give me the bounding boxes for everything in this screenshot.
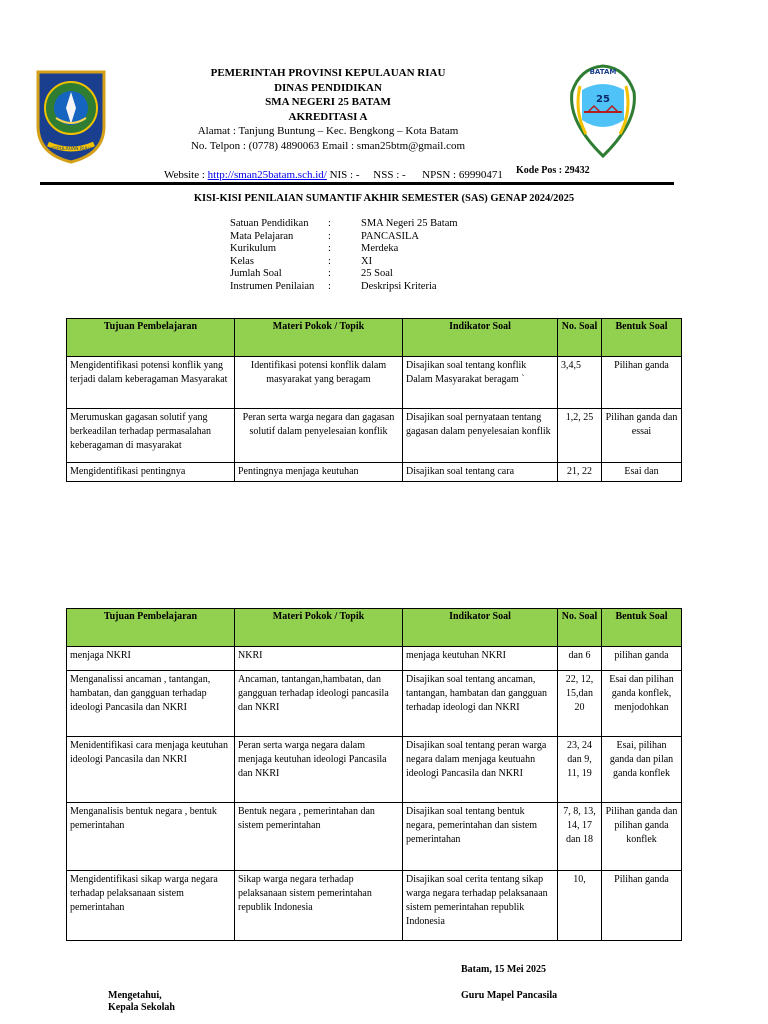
table-row (67, 409, 682, 463)
meta-sep: : (328, 255, 331, 267)
meta-row (230, 243, 458, 256)
table-cell: Sikap warga negara terhadap pelaksanaan sistem pemerintahan republik Indonesia (235, 871, 403, 941)
grid-table-1 (66, 318, 682, 482)
signature-left (108, 990, 175, 1014)
place-date: Batam, 15 Mei 2025 (461, 964, 546, 975)
column-header: Bentuk Soal (602, 609, 682, 647)
table-row (67, 357, 682, 409)
header-divider (40, 182, 674, 185)
table-cell: Peran serta warga negara dan gagasan solutif dalam penyelesaian konflik (235, 409, 403, 463)
meta-key: Jumlah Soal (230, 268, 282, 280)
column-header: Indikator Soal (403, 319, 558, 357)
table-cell: 10, (558, 871, 602, 941)
meta-row (230, 268, 458, 281)
signature-right: Guru Mapel Pancasila (461, 990, 558, 1001)
table-cell: Menganalissi ancaman , tantangan, hambatan, dan gangguan terhadap ideologi Pancasila dan NKRI (67, 671, 235, 737)
table-cell: Menganalisis bentuk negara , bentuk pemerintahan (67, 803, 235, 871)
column-header: Indikator Soal (403, 609, 558, 647)
table-header-row (67, 319, 682, 357)
table-cell: Merumuskan gagasan solutif yang berkeadilan terhadap permasalahan keberagaman di masyarakat (67, 409, 235, 463)
column-header: Tujuan Pembelajaran (67, 319, 235, 357)
header-address: Alamat : Tanjung Buntung – Kec. Bengkong – Kota Batam (197, 125, 459, 137)
table-cell: Disajikan soal cerita tentang sikap warga negara terhadap pelaksanaan sistem pemerintahan republik Indonesia (403, 871, 558, 941)
website-label: Website : (163, 168, 208, 181)
meta-value: 25 Soal (361, 268, 393, 280)
meta-value: Deskripsi Kriteria (361, 280, 437, 292)
column-header: Materi Pokok / Topik (235, 319, 403, 357)
table-cell: Pentingnya menjaga keutuhan (235, 463, 403, 482)
column-header: No. Soal (558, 319, 602, 357)
batam-logo-number: 25 (596, 94, 610, 105)
column-header: Materi Pokok / Topik (235, 609, 403, 647)
meta-key: Mata Pelajaran (230, 230, 294, 242)
meta-value: XI (361, 255, 373, 267)
table-cell: Mengidentifikasi sikap warga negara terhadap pelaksanaan sistem pemerintahan (67, 871, 235, 941)
meta-sep: : (328, 218, 331, 229)
table-row (67, 671, 682, 737)
column-header: Bentuk Soal (602, 319, 682, 357)
table-cell: Disajikan soal tentang konflik Dalam Masyarakat beragam ` (403, 357, 558, 409)
document-title: KISI-KISI PENILAIAN SUMANTIF AKHIR SEMESTER (SAS) GENAP 2024/2025 (193, 193, 575, 204)
table-row (67, 737, 682, 803)
meta-sep: : (328, 230, 331, 242)
header-line-4: AKREDITASI A (288, 110, 368, 123)
table-cell: Mengidentifikasi pentingnya (67, 463, 235, 482)
table-cell: Bentuk negara , pemerintahan dan sistem pemerintahan (235, 803, 403, 871)
meta-key: Kelas (230, 255, 254, 267)
meta-key: Instrumen Penilaian (230, 280, 315, 292)
header-line-3: SMA NEGERI 25 BATAM (265, 96, 391, 108)
grid-table-2 (66, 608, 682, 941)
table-row (67, 803, 682, 871)
batam-logo-text: BATAM (589, 68, 617, 76)
meta-row (230, 256, 458, 269)
province-logo (34, 66, 108, 164)
table-row (67, 647, 682, 671)
meta-row (230, 281, 458, 294)
table-cell: Disajikan soal pernyataan tentang gagasan dalam penyelesaian konflik (403, 409, 558, 463)
header-ids: NIS : - NSS : - NPSN : 69990471 (326, 168, 503, 181)
header-line-1: PEMERINTAH PROVINSI KEPULAUAN RIAU (210, 67, 446, 79)
table-cell: Pilihan ganda (602, 871, 682, 941)
meta-value: Merdeka (361, 243, 399, 255)
table-cell: 22, 12, 15,dan 20 (558, 671, 602, 737)
signature-left-line-1: Mengetahui, (108, 990, 162, 1001)
table-cell: Disajikan soal tentang ancaman, tantangan, hambatan dan gangguan terhadap ideologi dan NKRI (403, 671, 558, 737)
table-cell: Pilihan ganda (602, 357, 682, 409)
table-cell: NKRI (235, 647, 403, 671)
table-row (67, 463, 682, 482)
table-cell: Identifikasi potensi konflik dalam masyarakat yang beragam (235, 357, 403, 409)
letterhead (140, 66, 516, 197)
batam-logo (566, 62, 640, 160)
table-cell: Pilihan ganda dan pilihan ganda konflek (602, 803, 682, 871)
table-cell: 1,2, 25 (558, 409, 602, 463)
table-cell: Mengidentifikasi potensi konflik yang terjadi dalam keberagaman Masyarakat (67, 357, 235, 409)
header-line-2: DINAS PENDIDIKAN (274, 81, 382, 94)
table-cell: Ancaman, tantangan,hambatan, dan gangguan terhadap ideologi pancasila dan NKRI (235, 671, 403, 737)
table-cell: Disajikan soal tentang cara (403, 463, 558, 482)
table-cell: Menidentifikasi cara menjaga keutuhan ideologi Pancasila dan NKRI (67, 737, 235, 803)
table-cell: Esai, pilihan ganda dan pilan ganda konflek (602, 737, 682, 803)
document-meta (230, 218, 458, 294)
meta-sep: : (328, 280, 331, 292)
column-header: No. Soal (558, 609, 602, 647)
meta-row (230, 218, 458, 231)
table-cell: 21, 22 (558, 463, 602, 482)
column-header: Tujuan Pembelajaran (67, 609, 235, 647)
table-cell: menjaga keutuhan NKRI (403, 647, 558, 671)
meta-key: Satuan Pendidikan (230, 218, 309, 229)
table-cell: menjaga NKRI (67, 647, 235, 671)
meta-sep: : (328, 243, 331, 255)
signature-left-line-2: Kepala Sekolah (108, 1002, 175, 1013)
table-cell: dan 6 (558, 647, 602, 671)
table-cell: Pilihan ganda dan essai (602, 409, 682, 463)
table-cell: pilihan ganda (602, 647, 682, 671)
province-logo-text: KEPULAUAN RIAU (51, 147, 91, 152)
meta-value: PANCASILA (361, 230, 419, 242)
header-website-line (140, 153, 516, 197)
table-cell: 7, 8, 13, 14, 17 dan 18 (558, 803, 602, 871)
table-cell: 23, 24 dan 9, 11, 19 (558, 737, 602, 803)
meta-value: SMA Negeri 25 Batam (361, 218, 458, 229)
table-cell: Disajikan soal tentang bentuk negara, pemerintahan dan sistem pemerintahan (403, 803, 558, 871)
website-link[interactable]: http://sman25batam.sch.id/ (207, 168, 327, 181)
table-cell: 3,4,5 (558, 357, 602, 409)
header-phone: No. Telpon : (0778) 4890063 Email : sman25btm@gmail.com (190, 139, 466, 152)
postal-code: Kode Pos : 29432 (516, 165, 590, 176)
meta-row (230, 231, 458, 244)
table-cell: Esai dan pilihan ganda konflek, menjodohkan (602, 671, 682, 737)
meta-sep: : (328, 268, 331, 280)
table-header-row (67, 609, 682, 647)
meta-key: Kurikulum (230, 243, 277, 255)
table-cell: Peran serta warga negara dalam menjaga keutuhan ideologi Pancasila dan NKRI (235, 737, 403, 803)
table-cell: Esai dan (602, 463, 682, 482)
table-cell: Disajikan soal tentang peran warga negara dalam menjaga keutuahn ideologi Pancasila dan NKRI (403, 737, 558, 803)
table-row (67, 871, 682, 941)
